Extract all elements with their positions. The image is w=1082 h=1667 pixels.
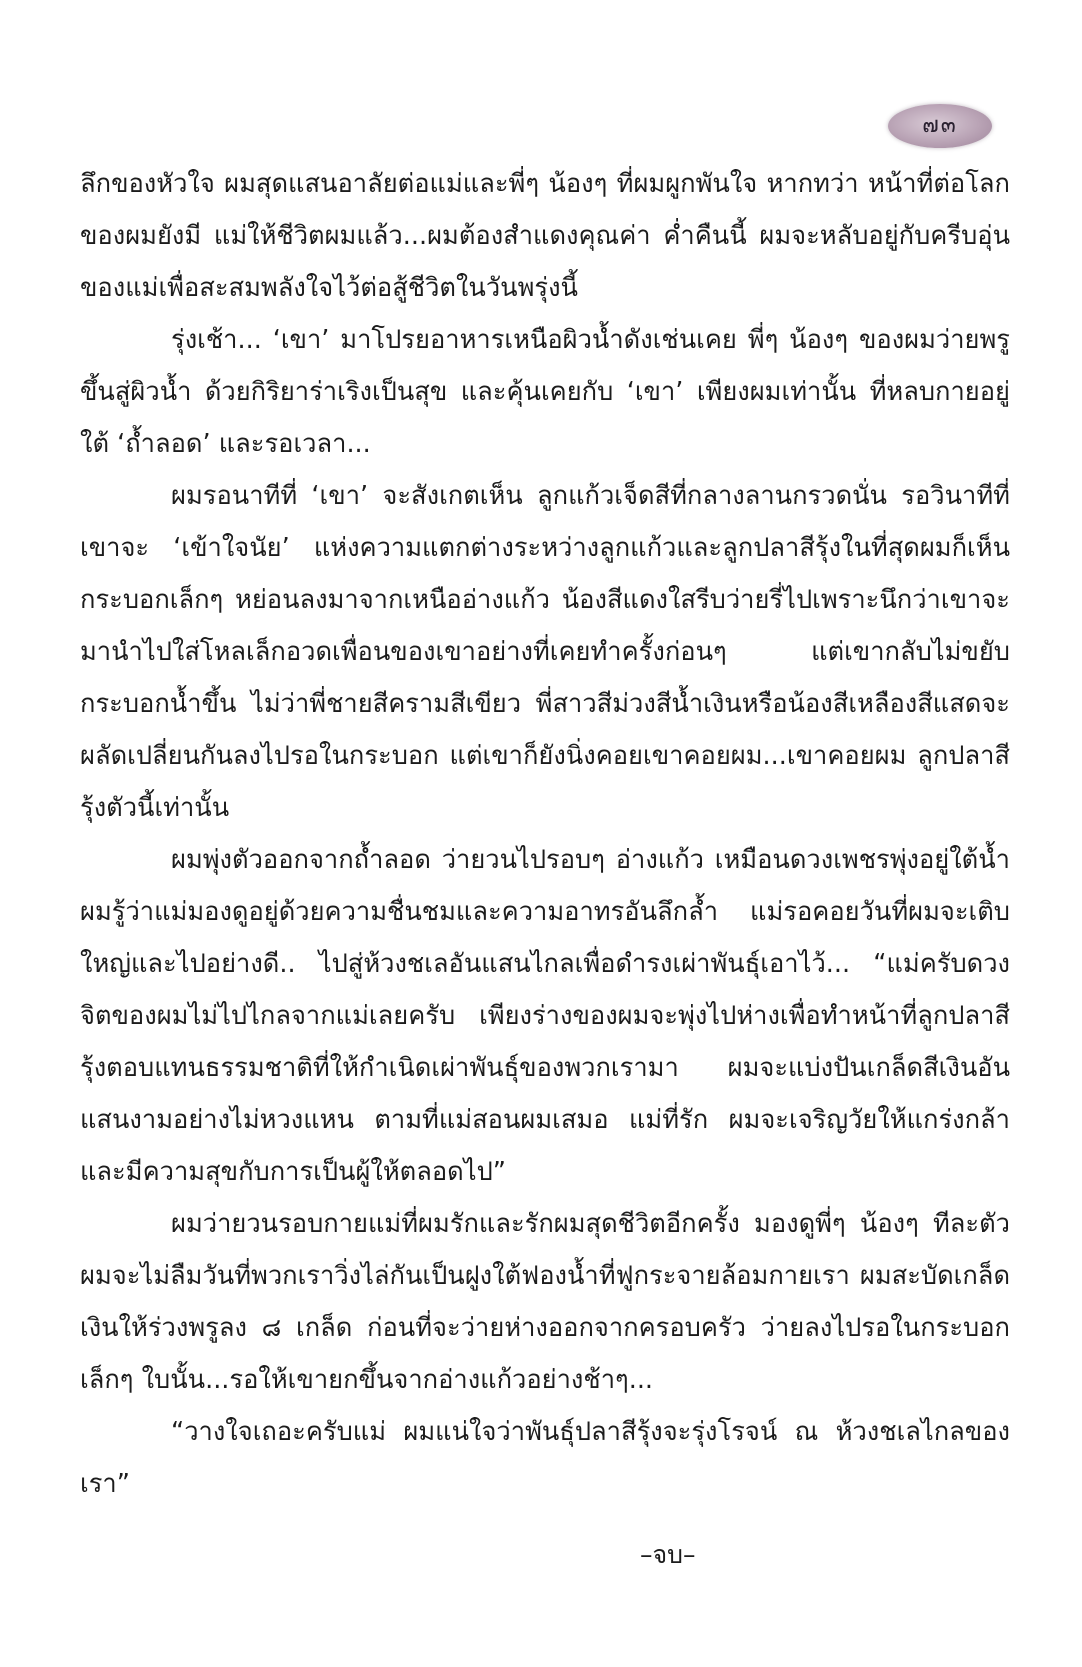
story-text	[80, 158, 1010, 1510]
page-number-badge	[888, 104, 992, 148]
paragraph-2: รุ่งเช้า... ‘เขา’ มาโปรยอาหารเหนือผิวน้ำดังเช่นเคย พี่ๆ น้องๆ ของผมว่ายพรูขึ้นสู่ผิวน้ำ ด้วยกิริยาร่าเริงเป็นสุข และคุ้นเคยกับ ‘เขา’ เพียงผมเท่านั้น ที่หลบกายอยู่ใต้ ‘ถ้ำลอด’ และรอเวลา...	[80, 325, 1010, 459]
page-number: ๗๓	[922, 113, 958, 138]
paragraph-6: “วางใจเถอะครับแม่ ผมแน่ใจว่าพันธุ์ปลาสีรุ้งจะรุ่งโรจน์ ณ ห้วงชเลไกลของเรา”	[80, 1417, 1010, 1499]
paragraph-5: ผมว่ายวนรอบกายแม่ที่ผมรักและรักผมสุดชีวิตอีกครั้ง มองดูพี่ๆ น้องๆ ทีละตัว ผมจะไม่ลืมวันที่พวกเราวิ่งไล่กันเป็นฝูงใต้ฟองน้ำที่ฟูกระจายล้อมกายเรา ผมสะบัดเกล็ดเงินให้ร่วงพรูลง ๘ เกล็ด ก่อนที่จะว่ายห่างออกจากครอบครัว ว่ายลงไปรอในกระบอกเล็กๆ ใบนั้น...รอให้เขายกขึ้นจากอ่างแก้วอย่างช้าๆ...	[80, 1209, 1010, 1395]
paragraph-1: ลึกของหัวใจ ผมสุดแสนอาลัยต่อแม่และพี่ๆ น้องๆ ที่ผมผูกพันใจ หากทว่า หน้าที่ต่อโลกของผมยังมี แม่ให้ชีวิตผมแล้ว...ผมต้องสำแดงคุณค่า ค่ำคืนนี้ ผมจะหลับอยู่กับครีบอุ่นของแม่เพื่อสะสมพลังใจไว้ต่อสู้ชีวิตในวันพรุ่งนี้	[80, 169, 1010, 303]
paragraph-4: ผมพุ่งตัวออกจากถ้ำลอด ว่ายวนไปรอบๆ อ่างแก้ว เหมือนดวงเพชรพุ่งอยู่ใต้น้ำ ผมรู้ว่าแม่มองดูอยู่ด้วยความชื่นชมและความอาทรอันลึกล้ำ แม่รอคอยวันที่ผมจะเติบใหญ่และไปอย่างดี.. ไปสู่ห้วงชเลอันแสนไกลเพื่อดำรงเผ่าพันธุ์เอาไว้... “แม่ครับดวงจิตของผมไม่ไปไกลจากแม่เลยครับ เพียงร่างของผมจะพุ่งไปห่างเพื่อทำหน้าที่ลูกปลาสีรุ้งตอบแทนธรรมชาติที่ให้กำเนิดเผ่าพันธุ์ของพวกเรามา ผมจะแบ่งปันเกล็ดสีเงินอันแสนงามอย่างไม่หวงแหน ตามที่แม่สอนผมเสมอ แม่ที่รัก ผมจะเจริญวัยให้แกร่งกล้าและมีความสุขกับการเป็นผู้ให้ตลอดไป”	[80, 845, 1010, 1187]
end-mark: –จบ–	[640, 1540, 696, 1569]
paragraph-3: ผมรอนาทีที่ ‘เขา’ จะสังเกตเห็น ลูกแก้วเจ็ดสีที่กลางลานกรวดนั่น รอวินาทีที่เขาจะ ‘เข้าใจนัย’ แห่งความแตกต่างระหว่างลูกแก้วและลูกปลาสีรุ้งในที่สุดผมก็เห็นกระบอกเล็กๆ หย่อนลงมาจากเหนืออ่างแก้ว น้องสีแดงใสรีบว่ายรี่ไปเพราะนึกว่าเขาจะมานำไปใส่โหลเล็กอวดเพื่อนของเขาอย่างที่เคยทำครั้งก่อนๆ แต่เขากลับไม่ขยับกระบอกน้ำขึ้น ไม่ว่าพี่ชายสีครามสีเขียว พี่สาวสีม่วงสีน้ำเงินหรือน้องสีเหลืองสีแสดจะผลัดเปลี่ยนกันลงไปรอในกระบอก แต่เขาก็ยังนิ่งคอยเขาคอยผม...เขาคอยผม ลูกปลาสีรุ้งตัวนี้เท่านั้น	[80, 481, 1010, 823]
